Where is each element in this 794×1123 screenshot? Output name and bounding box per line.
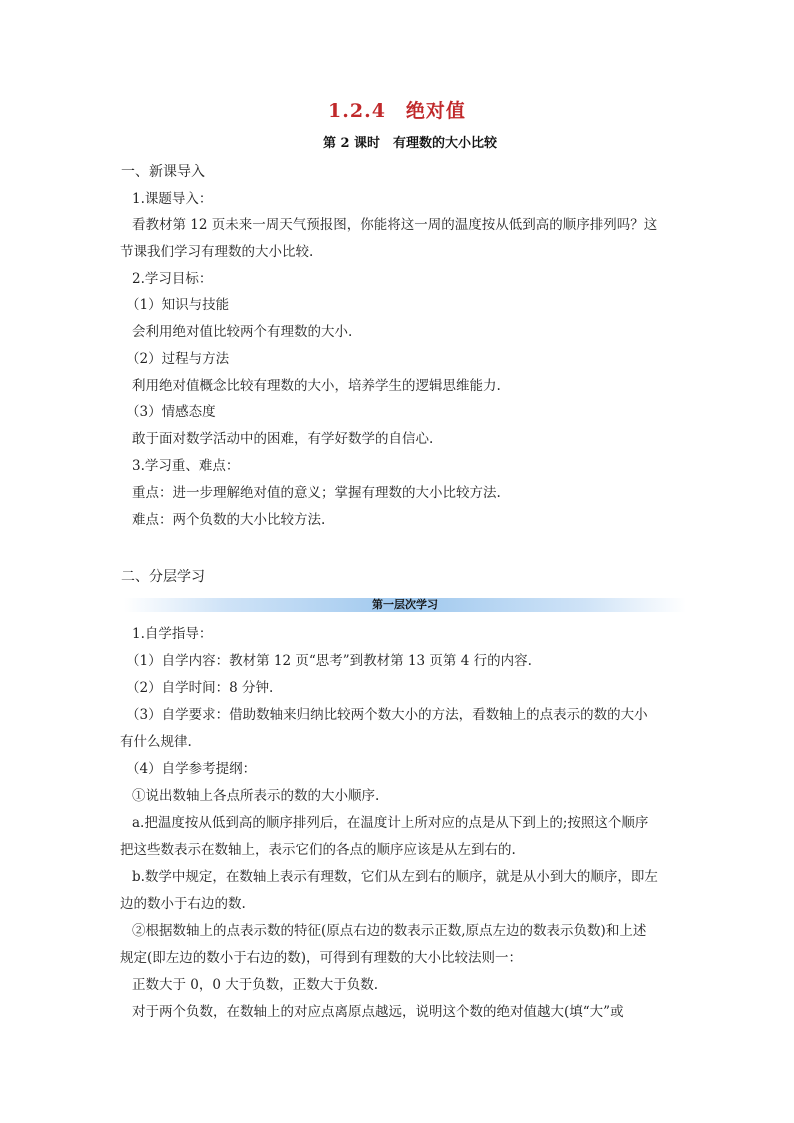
section-heading-layered: 二、分层学习 xyxy=(121,569,205,585)
key-point: 重点：进一步理解绝对值的意义；掌握有理数的大小比较方法. xyxy=(132,485,501,501)
outline-question-2: ②根据数轴上的点表示数的特征(原点右边的数表示正数,原点左边的数表示负数)和上述 xyxy=(132,923,647,939)
goal-attitude-text: 敢于面对数学活动中的困难，有学好数学的自信心. xyxy=(132,431,434,447)
outline-label: （4）自学参考提纲： xyxy=(126,761,257,777)
self-study-content: （1）自学内容：教材第 12 页“思考”到教材第 13 页第 4 行的内容. xyxy=(126,653,532,669)
key-difficult-label: 3.学习重、难点： xyxy=(132,458,240,474)
goal-process-label: （2）过程与方法 xyxy=(126,351,230,367)
page-title: 1.2.4 绝对值 xyxy=(328,100,466,122)
self-study-time: （2）自学时间：8 分钟. xyxy=(126,680,274,696)
lesson-subtitle: 第 2 课时 有理数的大小比较 xyxy=(322,136,498,151)
goal-attitude-label: （3）情感态度 xyxy=(126,404,216,420)
comparison-rule-2: 对于两个负数，在数轴上的对应点离原点越远，说明这个数的绝对值越大(填“大”或 xyxy=(132,1004,624,1020)
self-study-requirement-cont: 有什么规律. xyxy=(120,734,192,750)
goal-knowledge-label: （1）知识与技能 xyxy=(126,297,230,313)
level-banner xyxy=(124,598,686,612)
topic-intro-label: 1.课题导入： xyxy=(132,191,213,207)
outline-item-a: a.把温度按从低到高的顺序排列后，在温度计上所对应的点是从下到上的;按照这个顺序 xyxy=(132,815,649,831)
outline-question-2-cont: 规定(即左边的数小于右边的数)，可得到有理数的大小比较法则一： xyxy=(120,950,523,966)
self-study-label: 1.自学指导： xyxy=(132,626,213,642)
self-study-requirement: （3）自学要求：借助数轴来归纳比较两个数大小的方法，看数轴上的点表示的数的大小 xyxy=(126,707,648,723)
goal-knowledge-text: 会利用绝对值比较两个有理数的大小. xyxy=(132,324,353,340)
outline-item-a-cont: 把这些数表示在数轴上，表示它们的各点的顺序应该是从左到右的. xyxy=(120,842,516,858)
topic-intro-text: 看教材第 12 页未来一周天气预报图，你能将这一周的温度按从低到高的顺序排列吗？这 xyxy=(132,217,658,233)
comparison-rule-1: 正数大于 0，0 大于负数，正数大于负数. xyxy=(132,977,379,993)
goals-label: 2.学习目标： xyxy=(132,271,213,287)
difficult-point: 难点：两个负数的大小比较方法. xyxy=(132,512,326,528)
topic-intro-text-cont: 节课我们学习有理数的大小比较. xyxy=(120,244,314,260)
goal-process-text: 利用绝对值概念比较有理数的大小，培养学生的逻辑思维能力. xyxy=(132,378,501,394)
outline-question-1: ①说出数轴上各点所表示的数的大小顺序. xyxy=(132,788,380,804)
outline-item-b: b.数学中规定，在数轴上表示有理数，它们从左到右的顺序，就是从小到大的顺序，即左 xyxy=(132,869,658,885)
level-banner-label: 第一层次学习 xyxy=(372,598,438,611)
section-heading-intro: 一、新课导入 xyxy=(121,164,205,180)
outline-item-b-cont: 边的数小于右边的数. xyxy=(120,896,246,912)
